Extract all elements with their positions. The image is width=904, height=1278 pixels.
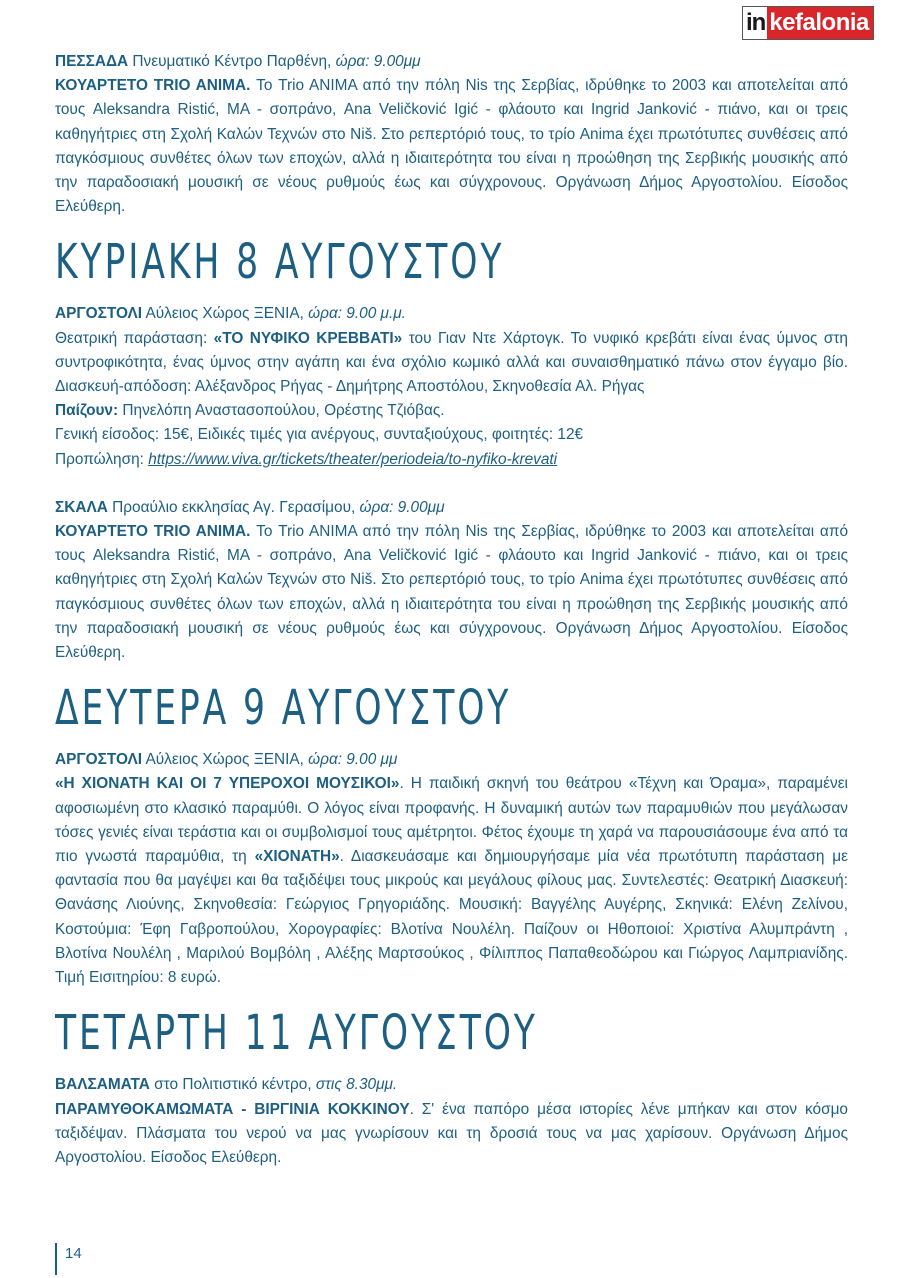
- event-venue: Αύλειος Χώρος ΞΕΝΙΑ,: [142, 305, 309, 323]
- event-time: στις 8.30μμ.: [315, 1076, 398, 1094]
- event-description: . Η παιδική σκηνή του θεάτρου «Τέχνη και Όραμα», παραμένει αφοσιωμένη στο κλασικό παραμύθι. Ο λόγος είναι προφανής. Η δυναμική αυτών των παραμυθιών που μεγάλωσαν τόσες γενιές είναι τεράστια και οι συμβολισμοί τους αμέτρητοι. Φέτος έχουμε τη χαρά να παρουσιάσουμε ένα από τα πιο γνωστά παραμύθια, τη: [55, 775, 848, 866]
- event-place: ΠΕΣΣΑΔΑ: [55, 53, 129, 70]
- event-place: ΣΚΑΛΑ: [55, 498, 108, 516]
- event-place: ΑΡΓΟΣΤΟΛΙ: [55, 751, 143, 769]
- presale-label: Προπώληση:: [55, 450, 149, 468]
- event-place: ΑΡΓΟΣΤΟΛΙ: [55, 305, 143, 323]
- event-title-inline: «ΧΙΟΝΑΤΗ»: [254, 848, 340, 866]
- day-heading-sunday: ΚΥΡΙΑΚΗ 8 ΑΥΓΟΥΣΤΟΥ: [55, 234, 505, 291]
- event-description-cont: . Διασκευάσαμε και δημιουργήσαμε μία νέα πρωτότυπη παράσταση με φαντασία που θα μαγέψει και θα ταξιδέψει τους μικρούς και μεγάλους φίλους μας. Συντελεστές: Θεατρική Διασκευή: Θανάσης Λιούνης, Σκηνοθεσία: Γεώργιος Γρηγοριάδης. Μουσική: Βαγγέλης Αυγέρης, Σκηνικά: Ελένη Ζελίνου, Κοστούμια: Έφη Γαβροπούλου, Χορογραφίες: Βλοτίνα Νουλέλη. Παίζουν οι Ηθοποιοί: Χριστίνα Αλυμπράντη , Βλοτίνα Νουλέλη , Μαριλού Βομβόλη , Αλέξης Μαρτσούκος , Φίλιππος Παπαθεοδώρου και Γιώργος Λαμπριανίδης. Τιμή Εισιτηρίου: 8 ευρώ.: [55, 848, 848, 987]
- event-description: του Γιαν Ντε Χάρτογκ. Το νυφικό κρεβάτι είναι ένας ύμνος στη συντροφικότητα, ένας ύμνος στην αγάπη και ένα σχόλιο κωμικό αλλά και συναισθηματικό πάνω στον έγγαμο βίο. Διασκευή-απόδοση: Αλέξανδρος Ρήγας - Δημήτρης Αποστόλου, Σκηνοθεσία Αλ. Ρήγας: [55, 329, 848, 396]
- event-place: ΒΑΛΣΑΜΑΤΑ: [55, 1076, 150, 1094]
- ticket-prices: Γενική είσοδος: 15€, Ειδικές τιμές για ανέργους, συνταξιούχους, φοιτητές: 12€: [55, 426, 584, 444]
- event-valsamata: [55, 1073, 848, 1170]
- event-venue: Προαύλιο εκκλησίας Αγ. Γερασίμου,: [107, 498, 360, 516]
- event-title: ΚΟΥΑΡΤΕΤΟ TRIO ANIMA.: [55, 77, 251, 95]
- program-content: [55, 50, 848, 1170]
- day-heading-monday: ΔΕΥΤΕΡΑ 9 ΑΥΓΟΥΣΤΟΥ: [55, 680, 512, 737]
- event-description: Το Trio ANIMA από την πόλη Nis της Σερβίας, ιδρύθηκε το 2003 και αποτελείται από τους Aleksandra Ristić, MA - σοπράνο, Ana Veličković Igić - φλάουτο και Ingrid Janković - πιάνο, και οι τρεις καθηγήτριες στη Σχολή Καλών Τεχνών στο Niš. Στο ρεπερτόριό τους, το τρίο Anima έχει πρωτότυπες συνθέσεις από παγκόσμιους συνθέτες όλων των εποχών, αλλά η ιδιαιτερότητα του είναι η προώθηση της Σερβικής μουσικής από την παραδοσιακή μουσική σε νέους ρυθμούς έως και σύγχρονους. Οργάνωση Δήμος Αργοστολίου. Είσοδος Ελεύθερη.: [55, 523, 848, 662]
- page-number: 14: [65, 1245, 82, 1262]
- event-time: ώρα: 9.00μμ: [359, 498, 445, 516]
- event-title: «ΤΟ ΝΥΦΙΚΟ ΚΡΕΒΒΑΤΙ»: [213, 329, 403, 347]
- logo-kefalonia-text: kefalonia: [767, 7, 873, 39]
- inkefalonia-logo: [742, 6, 874, 40]
- event-time: ώρα: 9.00 μ.μ.: [308, 305, 406, 323]
- event-title: ΚΟΥΑΡΤΕΤΟ TRIO ANIMA.: [55, 523, 251, 541]
- event-skala: [55, 496, 848, 665]
- event-argostoli-theatre: [55, 302, 848, 471]
- event-title: «Η ΧΙΟΝΑΤΗ ΚΑΙ ΟΙ 7 ΥΠΕΡΟΧΟΙ ΜΟΥΣΙΚΟΙ»: [55, 775, 400, 793]
- footer-divider: [55, 1243, 57, 1275]
- cast-list: Πηνελόπη Αναστασοπούλου, Ορέστης Τζιόβας.: [118, 402, 445, 420]
- event-pessada: [55, 50, 848, 219]
- event-description: . Σ' ένα παπόρο μέσα ιστορίες λένε μπήκαν και στον κόσμο ταξιδέψαν. Πλάσματα του νερού να μας γνωρίσουν και τη δροσιά τους να μας χαρίσουν. Οργάνωση Δήμος Αργοστολίου. Είσοδος Ελεύθερη.: [55, 1100, 848, 1166]
- day-heading-wednesday: ΤΕΤΑΡΤΗ 11 ΑΥΓΟΥΣΤΟΥ: [55, 1005, 538, 1062]
- event-argostoli-snowwhite: [55, 748, 848, 990]
- event-time: ώρα: 9.00μμ: [335, 53, 421, 70]
- event-intro: Θεατρική παράσταση:: [55, 329, 214, 347]
- event-time: ώρα: 9.00 μμ: [308, 751, 398, 769]
- event-title: ΠΑΡΑΜΥΘΟΚΑΜΩΜΑΤΑ - ΒΙΡΓΙΝΙΑ ΚΟΚΚΙΝΟΥ: [55, 1100, 410, 1118]
- event-venue: Αύλειος Χώρος ΞΕΝΙΑ,: [142, 751, 309, 769]
- event-description: Το Trio ANIMA από την πόλη Nis της Σερβίας, ιδρύθηκε το 2003 και αποτελείται από τους Aleksandra Ristić, MA - σοπράνο, Ana Veličković Igić - φλάουτο και Ingrid Janković - πιάνο, και οι τρεις καθηγήτριες στη Σχολή Καλών Τεχνών στο Niš. Στο ρεπερτόριό τους, το τρίο Anima έχει πρωτότυπες συνθέσεις από παγκόσμιους συνθέτες όλων των εποχών, αλλά η ιδιαιτερότητα του είναι η προώθηση της Σερβικής μουσικής από την παραδοσιακή μουσική σε νέους ρυθμούς έως και σύγχρονους. Οργάνωση Δήμος Αργοστολίου. Είσοδος Ελεύθερη.: [55, 77, 848, 216]
- presale-link[interactable]: https://www.viva.gr/tickets/theater/periodeia/to-nyfiko-krevati: [148, 450, 558, 468]
- event-venue: Πνευματικό Κέντρο Παρθένη,: [128, 53, 336, 70]
- logo-in-text: in: [743, 7, 767, 39]
- cast-label: Παίζουν:: [55, 402, 119, 420]
- event-venue: στο Πολιτιστικό κέντρο,: [149, 1076, 316, 1094]
